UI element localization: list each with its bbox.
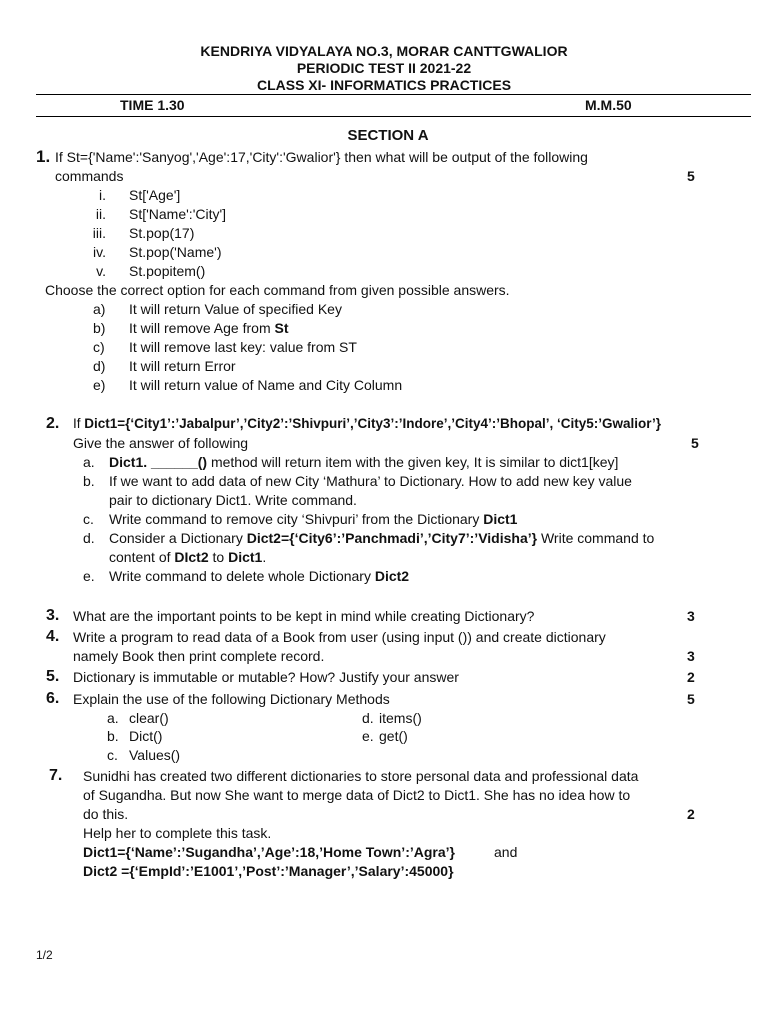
q7-and: and bbox=[494, 844, 518, 860]
q7-line-1: Sunidhi has created two different dictionaries to store personal data and professional data bbox=[83, 768, 639, 784]
q7-line-2: of Sugandha. But now She want to merge data of Dict2 to Dict1. She has no idea how to bbox=[83, 787, 631, 803]
q3-text: What are the important points to be kept in mind while creating Dictionary? bbox=[73, 608, 535, 624]
q6-method-label: a. bbox=[107, 710, 119, 726]
q5-text: Dictionary is immutable or mutable? How? Justify your answer bbox=[73, 669, 459, 685]
q1-opt-label: e) bbox=[93, 377, 106, 393]
page-number: 1/2 bbox=[36, 948, 53, 962]
time-label: TIME 1.30 bbox=[120, 97, 185, 113]
q7-number: 7. bbox=[49, 767, 63, 784]
q1-choose: Choose the correct option for each command from given possible answers. bbox=[45, 282, 510, 298]
q1-number: 1. bbox=[36, 147, 51, 166]
q2-item-c: Write command to remove city ‘Shivpuri’ from the Dictionary Dict1 bbox=[109, 511, 518, 527]
q2-item-a: Dict1. ______() method will return item with the given key, It is similar to dict1[key] bbox=[109, 454, 619, 470]
test-title: PERIODIC TEST II 2021-22 bbox=[296, 60, 472, 76]
q2-item-label: e. bbox=[83, 568, 95, 584]
max-marks: M.M.50 bbox=[585, 97, 632, 113]
q6-method: get() bbox=[379, 728, 408, 744]
q1-cmd-num: iii. bbox=[92, 225, 106, 241]
q1-opt: It will remove Age from St bbox=[129, 320, 289, 336]
q1-cmd: St['Name':'City'] bbox=[129, 206, 227, 222]
q4-number: 4. bbox=[46, 628, 60, 645]
q2-number: 2. bbox=[46, 415, 60, 432]
q5-number: 5. bbox=[46, 668, 60, 685]
q1-cmd-num: ii. bbox=[95, 206, 106, 222]
q1-marks: 5 bbox=[687, 168, 695, 184]
q4-text-2: namely Book then print complete record. bbox=[73, 648, 325, 664]
q3-number: 3. bbox=[46, 607, 60, 624]
q6-method-label: e. bbox=[362, 728, 374, 744]
q7-dict2: Dict2 ={‘EmpId’:’E1001’,’Post’:’Manager’,’Salary’:45000} bbox=[83, 863, 454, 879]
q6-method: Dict() bbox=[129, 728, 163, 744]
q1-cmd-num: v. bbox=[96, 263, 106, 279]
q1-text-2: commands bbox=[55, 168, 124, 184]
q6-method-label: b. bbox=[107, 728, 119, 744]
school-name: KENDRIYA VIDYALAYA NO.3, MORAR CANTTGWALIOR bbox=[200, 43, 568, 59]
q7-dict1: Dict1={‘Name’:’Sugandha’,’Age’:18,’Home Town’:’Agra’} bbox=[83, 844, 455, 860]
q1-opt-label: b) bbox=[93, 320, 106, 336]
q2-item-label: b. bbox=[83, 473, 95, 489]
q1-cmd: St.popitem() bbox=[129, 263, 206, 279]
q2-item-b-2: pair to dictionary Dict1. Write command. bbox=[109, 492, 357, 508]
q7-line-4: Help her to complete this task. bbox=[83, 825, 272, 841]
q1-opt: It will remove last key: value from ST bbox=[129, 339, 357, 355]
q2-marks: 5 bbox=[691, 435, 699, 451]
q6-number: 6. bbox=[46, 690, 60, 707]
q2-item-d-2: content of DIct2 to Dict1. bbox=[109, 549, 267, 565]
q1-opt: It will return Error bbox=[129, 358, 236, 374]
q1-opt: It will return Value of specified Key bbox=[129, 301, 342, 317]
q2-item-d: Consider a Dictionary Dict2={‘City6’:’Panchmadi’,’City7’:’Vidisha’} Write command to bbox=[109, 530, 655, 546]
q4-marks: 3 bbox=[687, 648, 695, 664]
q1-cmd-num: i. bbox=[99, 187, 106, 203]
q7-line-3: do this. bbox=[83, 806, 129, 822]
q1-cmd-num: iv. bbox=[93, 244, 106, 260]
section-title: SECTION A bbox=[347, 127, 429, 144]
q6-text: Explain the use of the following Dictionary Methods bbox=[73, 691, 390, 707]
q2-text: If Dict1={‘City1’:’Jabalpur’,’City2’:’Shivpuri’,’City3’:’Indore’,’City4’:’Bhopal’, ‘City5:’Gwalior’} bbox=[73, 416, 662, 431]
q2-item-e: Write command to delete whole Dictionary Dict2 bbox=[109, 568, 410, 584]
q2-item-label: a. bbox=[83, 454, 95, 470]
q2-text-2: Give the answer of following bbox=[73, 435, 249, 451]
q1-opt-label: d) bbox=[93, 358, 106, 374]
q2-item-label: c. bbox=[83, 511, 94, 527]
q1-opt-label: c) bbox=[93, 339, 105, 355]
q2-item-label: d. bbox=[83, 530, 95, 546]
q5-marks: 2 bbox=[687, 669, 695, 685]
q1-cmd: St.pop(17) bbox=[129, 225, 195, 241]
q4-text: Write a program to read data of a Book from user (using input ()) and create dictionary bbox=[73, 629, 606, 645]
class-title: CLASS XI- INFORMATICS PRACTICES bbox=[256, 77, 512, 93]
q6-marks: 5 bbox=[687, 691, 695, 707]
q6-method: items() bbox=[379, 710, 422, 726]
q2-item-b: If we want to add data of new City ‘Mathura’ to Dictionary. How to add new key value bbox=[109, 473, 632, 489]
q6-method: clear() bbox=[129, 710, 169, 726]
q7-marks: 2 bbox=[687, 806, 695, 822]
header-rule-bottom bbox=[36, 116, 751, 117]
q1-text: If St={'Name':'Sanyog','Age':17,'City':'Gwalior'} then what will be output of the following bbox=[55, 149, 588, 165]
q3-marks: 3 bbox=[687, 608, 695, 624]
q6-method-label: d. bbox=[362, 710, 374, 726]
q1-opt-label: a) bbox=[93, 301, 106, 317]
q6-method-label: c. bbox=[107, 747, 118, 763]
q6-method: Values() bbox=[129, 747, 181, 763]
q1-cmd: St['Age'] bbox=[129, 187, 181, 203]
q1-cmd: St.pop('Name') bbox=[129, 244, 222, 260]
q1-opt: It will return value of Name and City Column bbox=[129, 377, 403, 393]
header-rule-top bbox=[36, 94, 751, 95]
